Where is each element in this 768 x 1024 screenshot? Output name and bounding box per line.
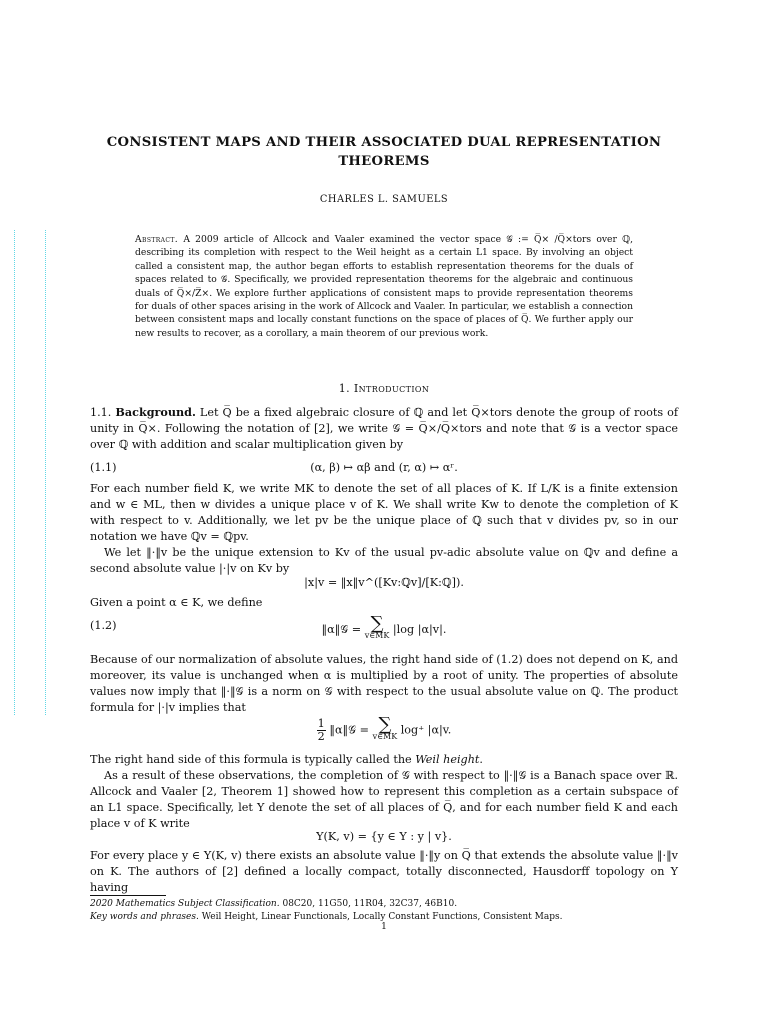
because-paragraph <box>90 652 678 716</box>
half-fraction <box>317 718 326 743</box>
because-text: Because of our normalization of absolute values, the right hand side of (1.2) does not depend on K, and moreover, its value is unchanged when α is multiplied by a root of unity. The properties of absolute values now imply that ‖·‖𝒢 is a norm on 𝒢 with respect to the usual absolute value on ℚ. The product formula for |·|v implies that <box>90 653 678 714</box>
equation-1-2-rhs: |log |α|v|. <box>392 623 447 636</box>
subsection-label: 1.1. <box>90 406 112 419</box>
norm-text: We let ‖·‖v be the unique extension to Kv of the usual pv-adic absolute value on ℚv and define a second absolute value |·|v on Kv by <box>90 546 678 575</box>
sum-limit: v∈MK <box>364 631 390 640</box>
footnote-msc-label: 2020 Mathematics Subject Classification. <box>90 899 280 909</box>
footnote-keywords-text: Weil Height, Linear Functionals, Locally Constant Functions, Consistent Maps. <box>201 912 563 922</box>
abstract-label: Abstract. <box>135 234 179 245</box>
equation-half-rhs: log⁺ |α|v. <box>400 723 452 737</box>
equation-1-2-label: (1.2) <box>90 619 117 632</box>
given-text: Given a point α ∈ K, we define <box>90 596 263 609</box>
equation-half-lhs: ‖α‖𝒢 = <box>329 723 369 737</box>
title-line-1: CONSISTENT MAPS AND THEIR ASSOCIATED DUAL REPRESENTATION <box>106 135 662 150</box>
equation-1-2-lhs: ‖α‖𝒢 = <box>321 623 362 636</box>
abstract <box>135 233 633 340</box>
abstract-text: A 2009 article of Allcock and Vaaler examined the vector space 𝒢 := Q̅× /Q̅×tors over ℚ, describing its completion with respect to the Weil height as a certain L1 space. By involving an object called a consistent map, the author began efforts to establish representation theorems for the duals of spaces related to 𝒢. Specifically, we provided representation theorems for the algebraic and continuous duals of Q̅×/Z̅×. We explore further applications of consistent maps to provide representation theorems for duals of other spaces arising in the work of Allcock and Vaaler. In particular, we establish a connection between consistent maps and locally constant functions on the space of places of Q̅. We further apply our new results to recover, as a corollary, a main theorem of our previous work. <box>135 234 633 339</box>
given-paragraph <box>90 595 678 611</box>
weil-height-term: Weil height <box>415 753 480 766</box>
footnote-msc <box>90 898 678 911</box>
footnote-msc-text: 08C20, 11G50, 11R04, 32C37, 46B10. <box>282 899 458 909</box>
footnotes <box>90 898 678 924</box>
subsection-title: Background. <box>115 405 196 419</box>
weil-prefix: The right hand side of this formula is typically called the <box>90 753 412 766</box>
background-text: Let Q̅ be a fixed algebraic closure of ℚ and let Q̅×tors denote the group of roots of unity in Q̅×. Following the notation of [2], we write 𝒢 = Q̅×/Q̅×tors and note that 𝒢 is a vector space over ℚ with addition and scalar multiplication given by <box>90 406 678 451</box>
section-heading: 1. Introduction <box>338 382 430 395</box>
equation-half-sum <box>372 713 398 743</box>
result-text: As a result of these observations, the completion of 𝒢 with respect to ‖·‖𝒢 is a Banach space over ℝ. Allcock and Vaaler [2, Theorem 1] showed how to represent this completion as a certain subspace of an L1 space. Specifically, let Y denote the set of all places of Q̅, and for each number field K and each place v of K write <box>90 769 678 830</box>
margin-dotted-marks <box>14 230 46 715</box>
background-paragraph <box>90 404 678 453</box>
sum-symbol-2: ∑ <box>378 713 392 735</box>
places-paragraph <box>90 481 678 577</box>
paper-title <box>90 133 678 171</box>
equation-1-2-sum <box>364 613 390 642</box>
places-text: For each number field K, we write MK to denote the set of all places of K. If L/K is a finite extension and w ∈ ML, then w divides a unique place v of K. We shall write Kw to denote the completion of K with respect to v. Additionally, we let pv be the unique place of ℚ such that v divides pv, so in our notation we have ℚv = ℚpv. <box>90 482 678 543</box>
sum-limit-2: v∈MK <box>372 731 398 741</box>
page-number: 1 <box>381 922 387 932</box>
title-line-2: THEOREMS <box>338 154 430 169</box>
equation-Y-expr: Y(K, v) = {y ∈ Y : y | v}. <box>316 830 452 843</box>
equation-1-1-label: (1.1) <box>90 461 117 474</box>
author-name: CHARLES L. SAMUELS <box>319 194 449 205</box>
footnote-keywords-label: Key words and phrases. <box>90 912 199 922</box>
every-text: For every place y ∈ Y(K, v) there exists an absolute value ‖·‖y on Q̅ that extends the absolute value ‖·‖v on K. The authors of [2] defined a locally compact, totally disconnected, Hausdorff topology on Y having <box>90 849 678 894</box>
footnote-rule <box>90 895 166 896</box>
every-paragraph <box>90 848 678 896</box>
fraction-denominator: 2 <box>317 730 325 743</box>
equation-abs-expr: |x|v = ‖x‖v^([Kv:ℚv]/[K:ℚ]). <box>304 576 464 589</box>
fraction-numerator: 1 <box>317 717 325 730</box>
weil-paragraph: The right hand side of this formula is typically called the Weil height. As a result of these observations, the completion of 𝒢 with respect to ‖·‖𝒢 is a Banach space over ℝ. Allcock and Vaaler [2, Theorem 1] showed how to represent this completion as a certain subspace of an L1 space. Specifically, let Y denote the set of all places of Q̅, and for each number field K and each place v of K write <box>90 753 678 830</box>
equation-1-1-expr: (α, β) ↦ αβ and (r, α) ↦ αʳ. <box>310 461 458 474</box>
sum-symbol: ∑ <box>370 613 384 634</box>
